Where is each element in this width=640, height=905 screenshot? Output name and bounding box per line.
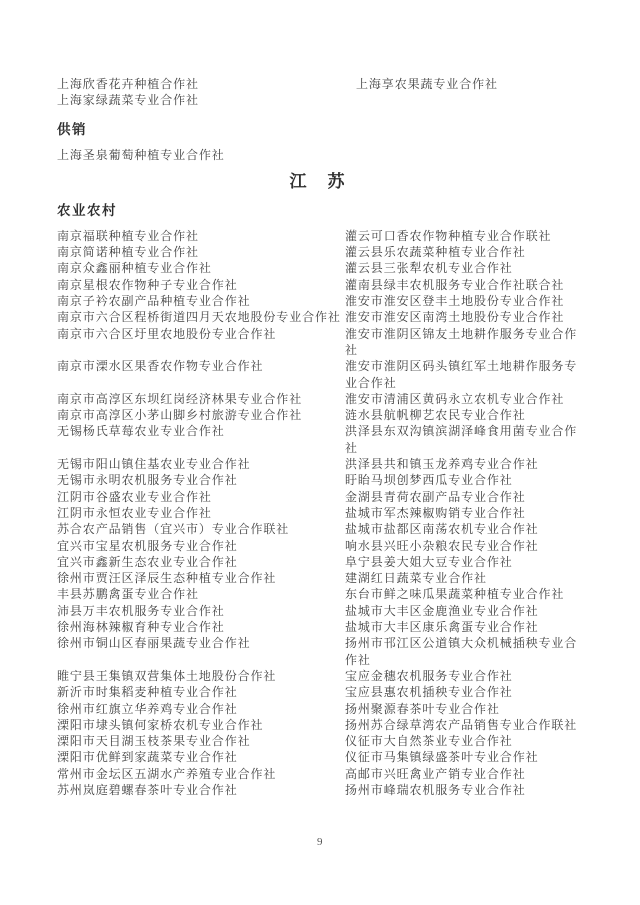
cooperative-name: 上海圣泉葡萄种植专业合作社 <box>57 147 225 162</box>
cooperative-row <box>57 489 579 505</box>
cooperative-name: 高邮市兴旺禽业产销专业合作社 <box>345 766 526 781</box>
cooperative-name: 仪征市大自然茶业专业合作社 <box>345 734 513 749</box>
cooperative-name: 东台市鲜之味瓜果蔬菜种植专业合作社 <box>345 587 565 602</box>
cooperative-row <box>57 749 579 765</box>
cooperative-name: 南京简诺种植专业合作社 <box>57 245 199 260</box>
cooperative-name: 无锡市永明农机服务专业合作社 <box>57 473 238 488</box>
cooperative-name: 涟水县航帆柳艺农民专业合作社 <box>345 408 526 423</box>
cooperative-name: 徐州海林辣椒育种专业合作社 <box>57 620 225 635</box>
shanghai-cooperative-list <box>57 0 579 109</box>
cooperative-name: 常州市金坛区五湖水产养殖专业合作社 <box>57 766 277 781</box>
cooperative-row <box>57 147 579 163</box>
cooperative-name: 淮安市淮安区南湾土地股份专业合作社 <box>345 310 565 325</box>
cooperative-name: 无锡市阳山镇住基农业专业合作社 <box>57 457 251 472</box>
cooperative-row <box>57 766 579 782</box>
cooperative-name: 南京星根农作物种子专业合作社 <box>57 277 238 292</box>
cooperative-name: 扬州市峰瑞农机服务专业合作社 <box>345 782 526 797</box>
cooperative-name: 南京市高淳区小茅山脚乡村旅游专业合作社 <box>57 408 303 423</box>
cooperative-name: 响水县兴旺小杂粮农民专业合作社 <box>345 538 539 553</box>
cooperative-name: 宝应县惠农机插秧专业合作社 <box>345 685 513 700</box>
cooperative-row <box>57 326 579 359</box>
cooperative-row <box>57 619 579 635</box>
shanghai-supply-cooperative-list <box>57 147 579 163</box>
cooperative-row <box>57 782 579 798</box>
cooperative-name: 宜兴市鑫新生态农业专业合作社 <box>57 554 238 569</box>
page-number: 9 <box>317 836 323 848</box>
cooperative-row <box>57 228 579 244</box>
cooperative-row <box>57 521 579 537</box>
cooperative-name: 金湖县青荷农副产品专业合作社 <box>345 489 526 504</box>
cooperative-name: 洪泽县东双沟镇滨湖泽峰食用菌专业合作社 <box>345 424 578 455</box>
supply-marketing-section-heading: 供销 <box>57 121 87 137</box>
cooperative-row <box>57 407 579 423</box>
cooperative-name: 苏合农产品销售（宜兴市）专业合作联社 <box>57 522 290 537</box>
cooperative-row <box>57 277 579 293</box>
cooperative-row <box>57 423 579 456</box>
cooperative-row <box>57 472 579 488</box>
cooperative-name: 灌南县绿丰农机服务专业合作社联合社 <box>345 277 565 292</box>
cooperative-name: 灌云县三张犁农机专业合作社 <box>345 261 513 276</box>
cooperative-name: 扬州聚源春茶叶专业合作社 <box>345 701 500 716</box>
cooperative-row <box>57 391 579 407</box>
cooperative-name: 上海欣香花卉种植合作社 <box>57 77 199 91</box>
cooperative-name: 仪征市马集镇绿盛茶叶专业合作社 <box>345 750 539 765</box>
cooperative-name: 建湖红日蔬菜专业合作社 <box>345 571 487 586</box>
cooperative-row <box>57 701 579 717</box>
cooperative-name: 盐城市盐都区南荡农机专业合作社 <box>345 522 539 537</box>
cooperative-row <box>57 260 579 276</box>
cooperative-row <box>57 456 579 472</box>
cooperative-name: 灌云县乐农蔬菜种植专业合作社 <box>345 245 526 260</box>
cooperative-name: 徐州市红旗立华养鸡专业合作社 <box>57 701 238 716</box>
cooperative-name: 扬州市邗江区公道镇大众机械插秧专业合作社 <box>345 636 578 667</box>
cooperative-name: 无锡杨氏草莓农业专业合作社 <box>57 424 225 439</box>
cooperative-name: 徐州市铜山区春丽果蔬专业合作社 <box>57 636 251 651</box>
cooperative-name: 上海家绿蔬菜专业合作社 <box>57 93 199 108</box>
cooperative-row <box>57 570 579 586</box>
cooperative-name: 南京市六合区程桥街道四月天农地股份专业合作社 <box>57 310 341 325</box>
cooperative-name: 上海享农果蔬专业合作社 <box>356 77 498 91</box>
cooperative-name: 江阴市谷盛农业专业合作社 <box>57 489 212 504</box>
cooperative-name: 南京市溧水区果香农作物专业合作社 <box>57 359 264 374</box>
cooperative-row <box>57 293 579 309</box>
cooperative-name: 淮安市清浦区黄码永立农机专业合作社 <box>345 391 565 406</box>
cooperative-name: 阜宁县姜大姐大豆专业合作社 <box>345 554 513 569</box>
cooperative-name: 徐州市贾汪区泽辰生态种植专业合作社 <box>57 571 277 586</box>
cooperative-name: 盐城市军杰辣椒购销专业合作社 <box>345 505 526 520</box>
cooperative-name: 宜兴市宝星农机服务专业合作社 <box>57 538 238 553</box>
cooperative-name: 丰县苏鹏禽蛋专业合作社 <box>57 587 199 602</box>
cooperative-name: 南京市六合区圩里农地股份专业合作社 <box>57 326 277 341</box>
cooperative-name: 淮安市淮安区登丰土地股份专业合作社 <box>345 294 565 309</box>
cooperative-name: 淮安市淮阴区锦友土地耕作服务专业合作社 <box>345 326 578 357</box>
cooperative-row <box>57 505 579 521</box>
cooperative-name: 洪泽县共和镇玉龙养鸡专业合作社 <box>345 457 539 472</box>
cooperative-name: 南京众鑫丽种植专业合作社 <box>57 261 212 276</box>
province-title: 江 苏 <box>289 171 347 191</box>
cooperative-name: 沛县万丰农机服务专业合作社 <box>57 603 225 618</box>
cooperative-name: 苏州岚庭碧螺春茶叶专业合作社 <box>57 782 238 797</box>
cooperative-row <box>57 538 579 554</box>
cooperative-name: 溧阳市优鲜到家蔬菜专业合作社 <box>57 750 238 765</box>
cooperative-name: 溧阳市埭头镇何家桥农机专业合作社 <box>57 717 264 732</box>
agriculture-section-heading: 农业农村 <box>57 202 117 218</box>
cooperative-row <box>57 554 579 570</box>
cooperative-row <box>57 717 579 733</box>
cooperative-name: 南京市高淳区东坝红岗经济林果专业合作社 <box>57 391 303 406</box>
cooperative-name: 宝应金穗农机服务专业合作社 <box>345 668 513 683</box>
cooperative-name: 盐城市大丰区金鹿渔业专业合作社 <box>345 603 539 618</box>
jiangsu-cooperative-list <box>57 228 579 798</box>
page-content <box>57 0 579 798</box>
cooperative-name: 南京福联种植专业合作社 <box>57 228 199 243</box>
cooperative-row <box>57 603 579 619</box>
cooperative-row <box>57 635 579 668</box>
cooperative-name: 江阴市永恒农业专业合作社 <box>57 505 212 520</box>
cooperative-row <box>57 733 579 749</box>
cooperative-row <box>57 358 579 391</box>
cooperative-name: 溧阳市天目湖玉枝茶果专业合作社 <box>57 734 251 749</box>
cooperative-row <box>57 684 579 700</box>
cooperative-name: 扬州苏合绿草湾农产品销售专业合作联社 <box>345 717 578 732</box>
cooperative-row <box>57 76 579 92</box>
cooperative-row <box>57 244 579 260</box>
cooperative-name: 睢宁县王集镇双营集体土地股份合作社 <box>57 668 277 683</box>
cooperative-name: 盐城市大丰区康乐禽蛋专业合作社 <box>345 620 539 635</box>
cooperative-row <box>57 586 579 602</box>
cooperative-name: 南京子衿农副产品种植专业合作社 <box>57 294 251 309</box>
cooperative-row <box>57 309 579 325</box>
cooperative-name: 淮安市淮阴区码头镇红军土地耕作服务专业合作社 <box>345 359 578 390</box>
cooperative-name: 盱眙马坝创梦西瓜专业合作社 <box>345 473 513 488</box>
cooperative-name: 灌云可口香农作物种植专业合作联社 <box>345 228 552 243</box>
cooperative-row <box>57 92 579 108</box>
cooperative-row <box>57 668 579 684</box>
cooperative-name: 新沂市时集稻麦种植专业合作社 <box>57 685 238 700</box>
